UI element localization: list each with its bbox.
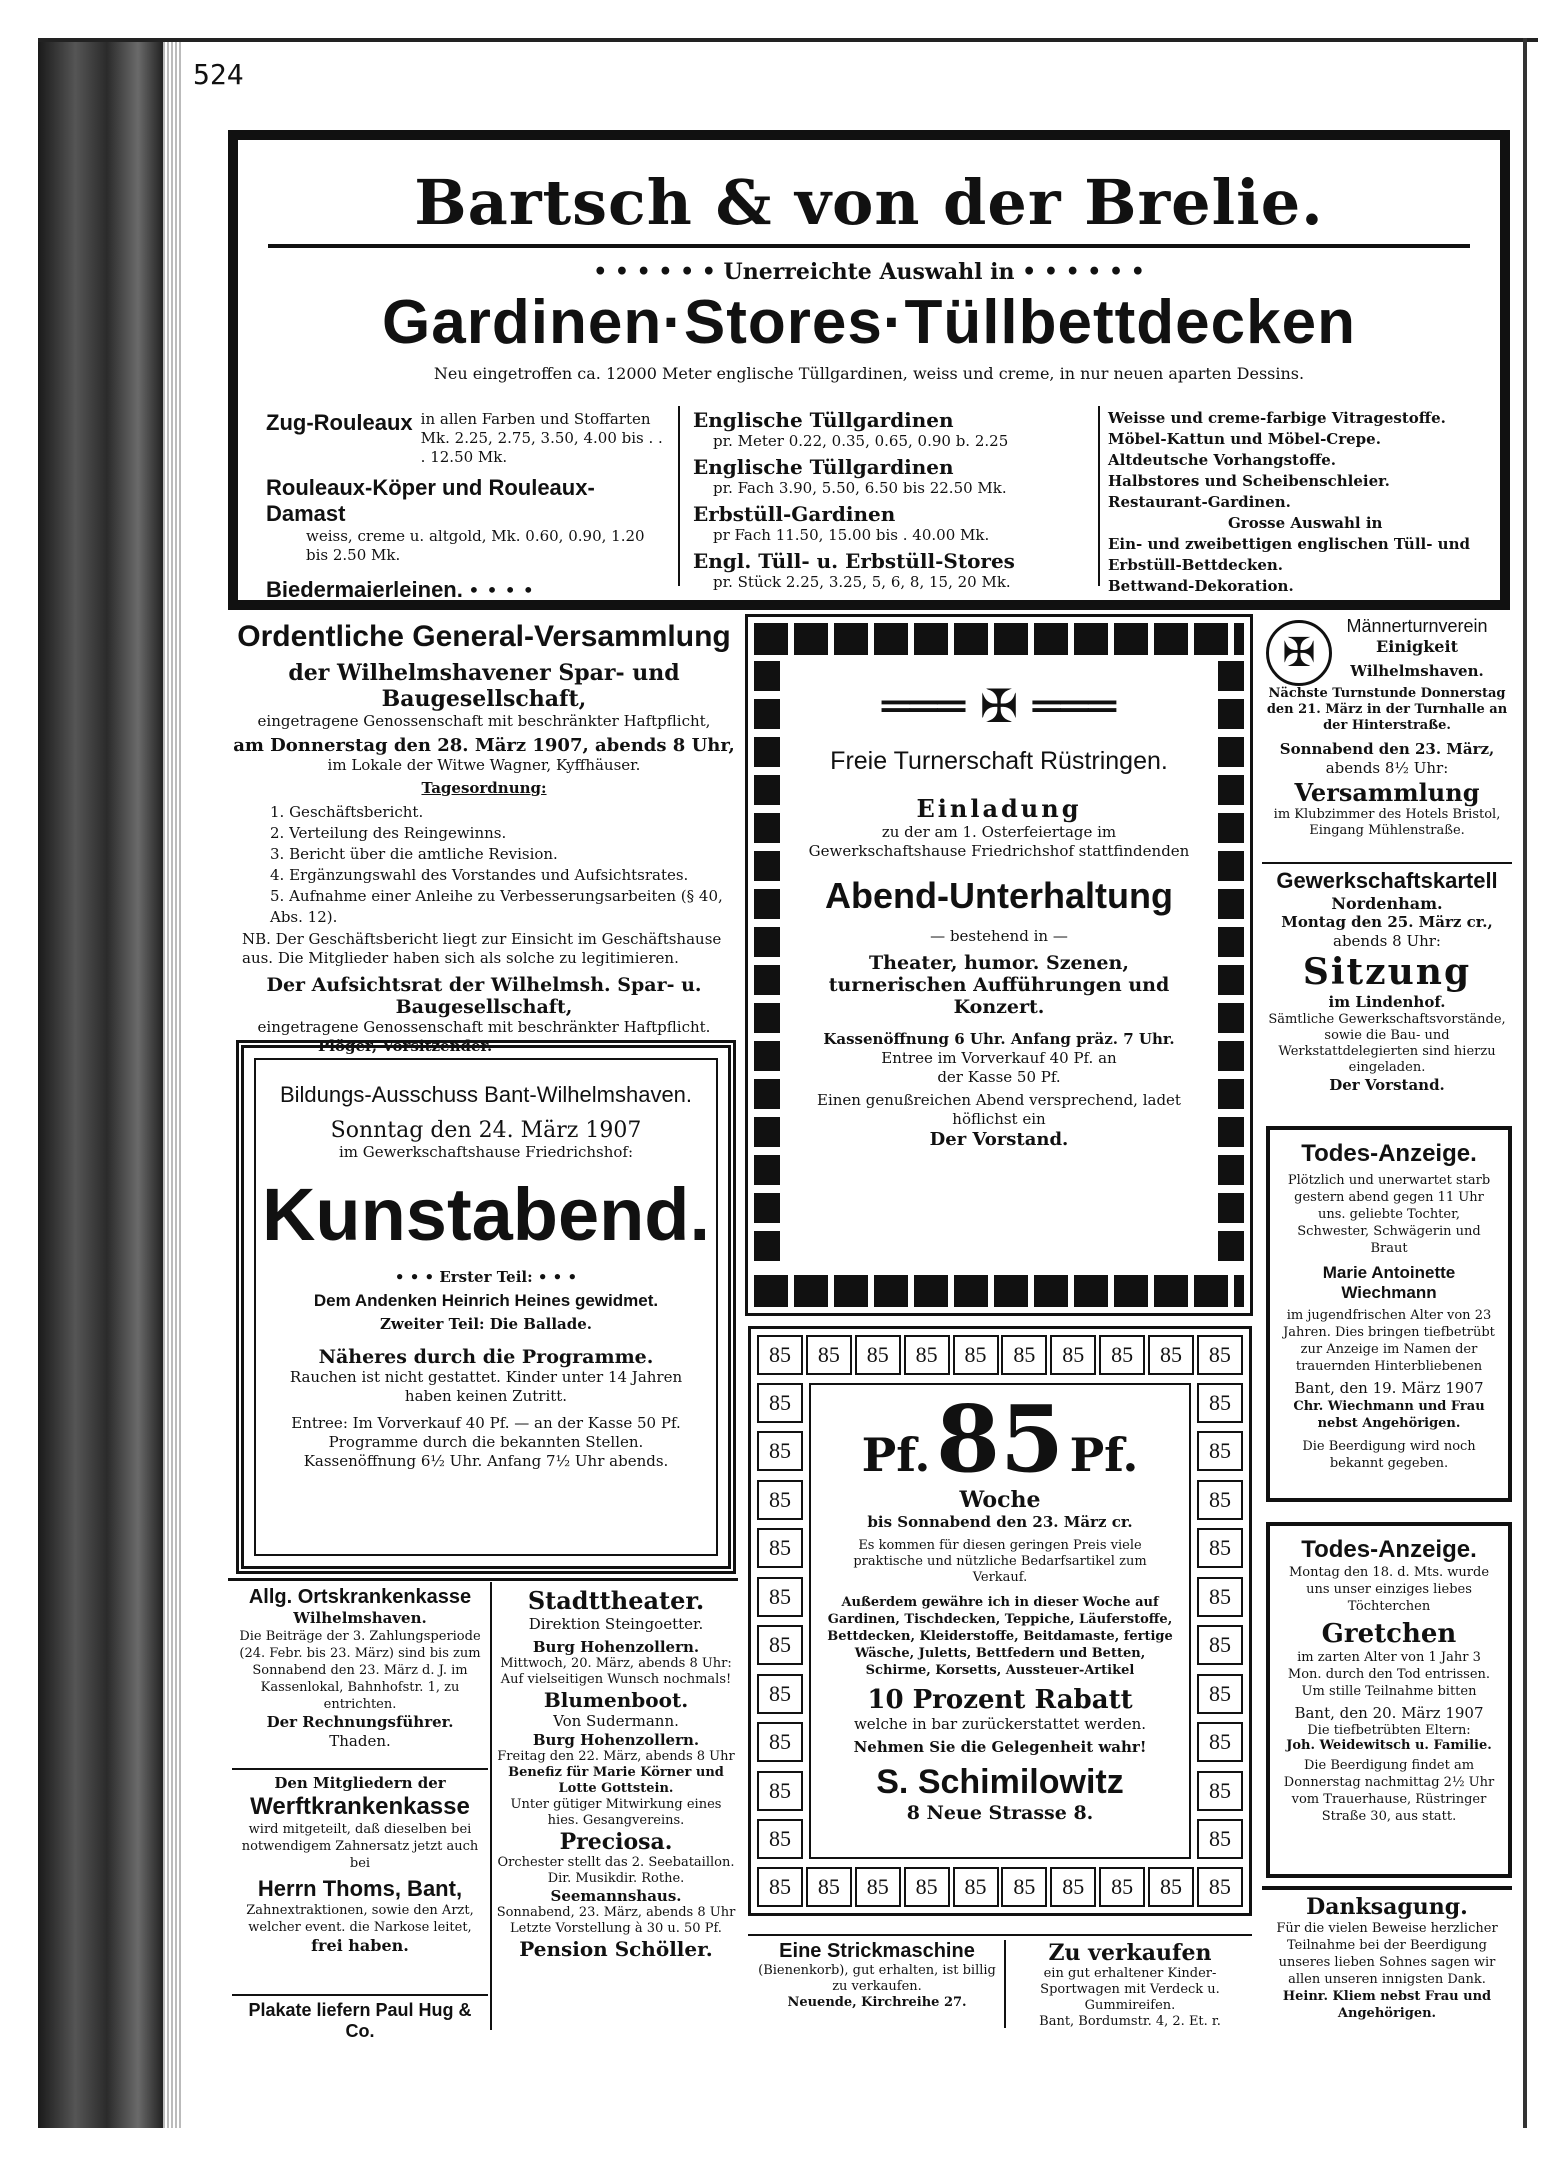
werft-title: Werftkrankenkasse [250,1793,470,1820]
page-number: 524 [193,58,244,91]
werft-ad [232,1774,488,1990]
orts-text: Die Beiträge der 3. Zahlungsperiode (24. Febr. bis 23. März) sind bis zum Sonnabend den 23. März d. J. im Kassenlokal, Bahnhofstr. 1, zu entrichten. [239,1629,481,1712]
pf85-cell: 85 [757,1383,803,1423]
orts-city: Wilhelmshaven. [293,1609,427,1627]
pf85-content [809,1383,1191,1859]
pf85-cell: 85 [757,1625,803,1665]
turner-frame-top [754,623,1244,655]
turner-content [788,661,1210,1269]
maenner-date: Sonnabend den 23. März, [1279,740,1495,758]
pf85-cell: 85 [1099,1867,1145,1907]
pf85-cell: 85 [1197,1480,1243,1520]
stadt-s2: Blumenboot. [543,1688,689,1712]
verk-title: Zu verkaufen [1048,1940,1212,1966]
turner-frame-left [754,661,780,1269]
pf85-cell: 85 [757,1528,803,1568]
bartsch-right-item: Altdeutsche Vorhangstoffe. [1108,451,1337,469]
pf85-headline: Pf. 85 Pf. [861,1385,1139,1493]
agenda-item: 4. Ergänzungswahl des Vorstandes und Aufsichtsrates. [270,866,689,884]
turner-invite: Einladung [916,794,1082,823]
pf85-addr: 8 Neue Strasse 8. [906,1802,1094,1824]
pf85-cell: 85 [953,1867,999,1907]
todes1-family: Chr. Wiechmann und Frau nebst Angehörigen. [1293,1399,1485,1431]
bildung-rules: Rauchen ist nicht gestattet. Kinder unter 14 Jahren haben keinen Zutritt. [289,1368,683,1405]
pf85-cell: 85 [855,1867,901,1907]
stadt-s5e: Letzte Vorstellung à 30 u. 50 Pf. [510,1921,722,1936]
orts-title: Allg. Ortskrankenkasse [248,1586,472,1608]
bartsch-mid-item: Engl. Tüll- u. Erbstüll-Stores pr. Stück 2.25, 3.25, 5, 6, 8, 15, 20 Mk. [693,549,1015,591]
pf85-cell: 85 [1099,1335,1145,1375]
pf85-disc-note: welche in bar zurückerstattet werden. [853,1715,1147,1733]
pf85-cell: 85 [757,1431,803,1471]
todes1-burial: Die Beerdigung wird noch bekannt gegeben. [1302,1439,1476,1471]
orts-sign: Der Rechnungsführer. [266,1713,454,1731]
todes1-name: Marie Antoinette Wiechmann [1322,1263,1456,1302]
pf85-cell: 85 [1197,1722,1243,1762]
maenner-time: abends 8½ Uhr: [1325,759,1449,777]
maenner-city: Wilhelmshaven. [1350,662,1484,680]
spar-where: im Lokale der Witwe Wagner, Kyffhäuser. [327,756,641,774]
dank-text: Für die vielen Beweise herzlicher Teilnahme bei der Beerdigung unseres lieben Sohnes sagen wir allen unseren innigsten Dank. [1276,1921,1498,1987]
bartsch-mid-item: Erbstüll-Gardinen pr Fach 11.50, 15.00 bis . 40.00 Mk. [693,502,990,544]
todes2-name: Gretchen [1321,1619,1457,1649]
orts-name: Thaden. [329,1732,391,1750]
stadt-s1d: Mittwoch, 20. März, abends 8 Uhr: Auf vielseitigen Wunsch nochmals! [500,1656,732,1687]
turner-sign: Der Vorstand. [929,1129,1069,1150]
pf85-cell: 85 [757,1722,803,1762]
bildung-part2: Zweiter Teil: Die Ballade. [379,1315,593,1333]
turner-ad [745,614,1253,1316]
bartsch-right-item: Halbstores und Scheibenschleier. [1108,472,1390,490]
bildung-part1-text: Dem Andenken Heinrich Heines gewidmet. [313,1291,659,1310]
stadt-s1: Burg Hohenzollern. [532,1638,700,1656]
todes2-place: Bant, den 20. März 1907 [1294,1704,1484,1722]
stadt-s6: Pension Schöller. [519,1937,713,1961]
bartsch-left-item: Zug-Rouleaux in allen Farben und Stoffarten Mk. 2.25, 2.75, 3.50, 4.00 bis . . . 12.50 Mk. [266,410,663,466]
spar-agenda [228,802,740,928]
pf85-cell: 85 [1197,1867,1243,1907]
bartsch-right-item: Restaurant-Gardinen. [1108,493,1291,511]
pf85-cell: 85 [757,1335,803,1375]
werft-text2: Zahnextraktionen, sowie den Arzt, welcher event. die Narkose leitet, [246,1903,474,1935]
bildung-entry: Entree: Im Vorverkauf 40 Pf. — an der Kasse 50 Pf. Programme durch die bekannten Stellen. [291,1414,681,1451]
pf85-cell: 85 [1001,1335,1047,1375]
maenner-loc: im Klubzimmer des Hotels Bristol, Eingang Mühlenstraße. [1273,807,1501,838]
pf85-cell: 85 [1050,1867,1096,1907]
gewerk-sitzung: Sitzung [1302,951,1472,993]
stadt-s3c: Unter gütiger Mitwirkung eines hies. Gesangvereins. [510,1797,722,1828]
verk-addr: Bant, Bordumstr. 4, 2. Et. r. [1039,2014,1221,2029]
bartsch-left-item: Biedermaierleinen. • • • • [266,577,535,602]
bartsch-mid-item: Englische Tüllgardinen pr. Meter 0.22, 0.35, 0.65, 0.90 b. 2.25 [693,408,1009,450]
verk-text: ein gut erhaltener Kinder-Sportwagen mit Verdeck u. Gummireifen. [1040,1966,1220,2013]
bildung-part1: • • • Erster Teil: • • • [394,1268,578,1286]
pf85-cell: 85 [1001,1867,1047,1907]
bartsch-right-item: Grosse Auswahl in [1228,514,1383,532]
stadt-s3b: Benefiz für Marie Körner und Lotte Gottstein. [508,1765,724,1796]
spar-ad [228,614,740,1055]
todes2-parents: Joh. Weidewitsch u. Familie. [1286,1738,1492,1753]
bartsch-mid-column [693,408,1093,592]
turner-title: Freie Turnerschaft Rüstringen. [830,747,1168,775]
bartsch-ad [228,130,1510,610]
gewerk-city: Nordenham. [1331,894,1443,913]
turner-emblem-icon: ═══ ✠ ═══ [882,679,1116,733]
bartsch-right-item: Bettwand-Dekoration. [1108,577,1294,595]
pf85-cell: 85 [953,1335,999,1375]
bildung-head: Bildungs-Ausschuss Bant-Wilhelmshaven. [279,1082,693,1107]
pf85-cell: 85 [1050,1335,1096,1375]
todes2-title: Todes-Anzeige. [1301,1536,1477,1563]
gewerk-date: Montag den 25. März cr., [1281,913,1493,931]
todes2-ad [1266,1522,1512,1878]
strick-title: Eine Strickmaschine [779,1940,975,1962]
werft-name: Herrn Thoms, Bant, [257,1876,463,1901]
dank-ad [1262,1894,1512,2034]
bildung-title: Kunstabend. [261,1173,711,1256]
stadt-s5d: Sonnabend, 23. März, abends 8 Uhr [496,1905,736,1920]
pf85-cell: 85 [1197,1625,1243,1665]
pf85-cell: 85 [1148,1335,1194,1375]
pf85-desc2: Außerdem gewähre ich in dieser Woche auf Gardinen, Tischdecken, Teppiche, Läuferstoffe, Bettdecken, Kleiderstoffe, Beitdamaste, fertige Wäsche, Juletts, Bettfedern und Betten, Schirme, Korsetts, Aussteuer-Artikel [827,1595,1173,1678]
pf85-cell: 85 [757,1480,803,1520]
gewerk-sign: Der Vorstand. [1329,1076,1445,1094]
pf85-top-row [757,1335,1243,1375]
bildung-ad [236,1040,736,1574]
stadt-ad [494,1586,738,2032]
bildung-date: Sonntag den 24. März 1907 [330,1118,642,1143]
dank-title: Danksagung. [1306,1894,1468,1920]
pf85-cell: 85 [1197,1431,1243,1471]
spar-when: am Donnerstag den 28. März 1907, abends 8 Uhr, [233,735,735,756]
verk-ad [1008,1940,1252,2030]
pf85-right-col [1197,1383,1243,1859]
werft-intro: Den Mitgliedern der [274,1774,446,1792]
turner-closing: Einen genußreichen Abend versprechend, ladet höflichst ein [817,1091,1181,1128]
pf85-name: S. Schimilowitz [876,1763,1124,1801]
todes1-text2: im jugendfrischen Alter von 23 Jahren. Dies bringen tiefbetrübt zur Anzeige im Namen der trauernden Hinterbliebenen [1283,1308,1495,1374]
stadt-s3: Burg Hohenzollern. [532,1731,700,1749]
pf85-cell: 85 [1197,1383,1243,1423]
bartsch-new-arrival: Neu eingetroffen ca. 12000 Meter englische Tüllgardinen, weiss und creme, in nur neuen aparten Dessins. [433,364,1305,383]
pf85-cell: 85 [1197,1771,1243,1811]
pf85-left-col [757,1383,803,1859]
turner-frame-bottom [754,1275,1244,1307]
pf85-cta: Nehmen Sie die Gelegenheit wahr! [853,1738,1147,1756]
pf85-cell: 85 [757,1867,803,1907]
maenner-meeting: Versammlung [1294,778,1480,807]
gewerk-ad [1262,868,1512,1116]
pf85-discount: 10 Prozent Rabatt [867,1685,1133,1715]
pf85-cell: 85 [806,1867,852,1907]
maenner-emblem-icon: ✠ [1266,620,1332,686]
pf85-cell: 85 [757,1819,803,1859]
todes1-text1: Plötzlich und unerwartet starb gestern abend gegen 11 Uhr uns. geliebte Tochter, Schwester, Schwägerin und Braut [1287,1173,1491,1256]
maenner-name: Einigkeit [1376,637,1458,656]
agenda-item: 5. Aufnahme einer Anleihe zu Verbesserungsarbeiten (§ 40, Abs. 12). [270,887,723,926]
strick-text: (Bienenkorb), gut erhalten, ist billig zu verkaufen. [758,1963,996,1994]
pf85-cell: 85 [806,1335,852,1375]
agenda-item: 3. Bericht über die amtliche Revision. [270,845,558,863]
pf85-until: bis Sonnabend den 23. März cr. [867,1513,1133,1531]
bartsch-headline: Gardinen·Stores·Tüllbettdecken [382,288,1356,357]
todes2-burial: Die Beerdigung findet am Donnerstag nachmittag 2½ Uhr vom Trauerhause, Rüstringer Straße 30, aus statt. [1283,1758,1495,1824]
werft-text: wird mitgeteilt, daß dieselben bei notwendigem Zahnersatz jetzt auch bei [241,1822,479,1871]
page-top-edge [38,38,1538,42]
bartsch-right-column [1108,408,1488,597]
stadt-s2d: Von Sudermann. [553,1712,679,1730]
bartsch-right-item: Ein- und zweibettigen englischen Tüll- und Erbstüll-Bettdecken. [1108,535,1470,574]
pf85-cell: 85 [1148,1867,1194,1907]
dank-sign: Heinr. Kliem nebst Frau und Angehörigen. [1282,1989,1492,2021]
bartsch-left-item: Rouleaux-Köper und Rouleaux-Damast weiss, creme u. altgold, Mk. 0.60, 0.90, 1.20 bis 2.50 Mk. [266,475,645,564]
bartsch-title: Bartsch & von der Brelie. [414,166,1324,239]
page-right-edge [1523,38,1527,2128]
spar-nb: NB. Der Geschäftsbericht liegt zur Einsicht im Geschäftshause aus. Die Mitglieder haben sich als solche zu legitimieren. [242,930,722,967]
bildung-loc: im Gewerkschaftshause Friedrichshof: [338,1143,634,1161]
bartsch-left-column [266,410,666,603]
spar-sign-sub: eingetragene Genossenschaft mit beschränkter Haftpflicht. [257,1018,711,1036]
maenner-text: Nächste Turnstunde Donnerstag den 21. März in der Turnhalle an der Hinterstraße. [1266,686,1508,733]
spar-title: Ordentliche General-Versammlung [237,620,731,653]
maenner-title: Männerturnverein [1346,616,1488,636]
turner-entry: Entree im Vorverkauf 40 Pf. an der Kasse 50 Pf. [881,1049,1117,1086]
stadt-title: Stadttheater. [527,1586,705,1615]
strick-ad [752,1940,1002,2030]
book-spine [38,38,163,2128]
stadt-s3d: Freitag den 22. März, abends 8 Uhr [497,1749,735,1764]
pf85-cell: 85 [1197,1674,1243,1714]
pf85-cell: 85 [757,1771,803,1811]
todes2-text1: Montag den 18. d. Mts. wurde uns unser einziges liebes Töchterchen [1288,1565,1490,1614]
maenner-ad [1262,610,1512,858]
bildung-prog: Näheres durch die Programme. [318,1346,654,1368]
turner-event: Abend-Unterhaltung [825,875,1173,916]
bartsch-right-item: Möbel-Kattun und Möbel-Crepe. [1108,430,1381,448]
bartsch-mid-item: Englische Tüllgardinen pr. Fach 3.90, 5.50, 6.50 bis 22.50 Mk. [693,455,1007,497]
stadt-s4d: Orchester stellt das 2. Seebataillon. Dir. Musikdir. Rothe. [497,1855,735,1886]
todes1-place: Bant, den 19. März 1907 [1294,1379,1484,1397]
turner-consist: — bestehend in — [930,927,1068,945]
pf85-cell: 85 [1197,1577,1243,1617]
spar-org: der Wilhelmshavener Spar- und Baugesellschaft, [288,660,680,712]
turner-intro: zu der am 1. Osterfeiertage im Gewerkschaftshause Friedrichshof stattfindenden [808,823,1190,860]
turner-times: Kassenöffnung 6 Uhr. Anfang präz. 7 Uhr. [823,1030,1175,1048]
pf85-cell: 85 [855,1335,901,1375]
pf85-cell: 85 [1197,1528,1243,1568]
bartsch-right-item: Weisse und creme-farbige Vitragestoffe. [1108,409,1446,427]
spar-sign: Der Aufsichtsrat der Wilhelmsh. Spar- u. Baugesellschaft, [266,974,702,1018]
turner-frame-right [1218,661,1244,1269]
pf85-cell: 85 [757,1577,803,1617]
pf85-cell: 85 [904,1867,950,1907]
bartsch-tagline: • • • • • • Unerreichte Auswahl in • • • • • • [593,259,1145,285]
strick-addr: Neuende, Kirchreihe 27. [787,1995,967,2010]
gewerk-title: Gewerkschaftskartell [1276,868,1498,893]
todes2-parents-intro: Die tiefbetrübten Eltern: [1307,1723,1471,1738]
gewerk-time: abends 8 Uhr: [1333,932,1441,950]
pf85-week: Woche [959,1487,1041,1513]
pf85-cell: 85 [1197,1335,1243,1375]
stadt-s4: Preciosa. [559,1829,673,1855]
spar-sub: eingetragene Genossenschaft mit beschränkter Haftpflicht, [257,712,711,730]
bildung-times: Kassenöffnung 6½ Uhr. Anfang 7½ Uhr abends. [303,1452,669,1470]
stadt-s5: Seemannshaus. [550,1887,682,1905]
pf85-ad [748,1326,1252,1916]
agenda-item: 2. Verteilung des Reingewinns. [270,824,507,842]
todes2-text2: im zarten Alter von 1 Jahr 3 Mon. durch den Tod entrissen. Um stille Teilnahme bitten [1287,1650,1491,1699]
page-edges [163,38,181,2128]
pf85-cell: 85 [1197,1819,1243,1859]
pf85-cell: 85 [757,1674,803,1714]
stadt-dir: Direktion Steingoetter. [528,1615,704,1633]
plakate-ad: Plakate liefern Paul Hug & Co. [248,2000,472,2041]
pf85-cell: 85 [904,1335,950,1375]
gewerk-loc: im Lindenhof. [1328,993,1446,1011]
gewerk-text: Sämtliche Gewerkschaftsvorstände, sowie die Bau- und Werkstattdelegierten sind hierzu eingeladen. [1268,1012,1506,1075]
turner-program: Theater, humor. Szenen, turnerischen Aufführungen und Konzert. [828,952,1170,1018]
pf85-bottom-row [757,1867,1243,1907]
spar-agenda-head: Tagesordnung: [421,779,547,797]
todes1-ad [1266,1126,1512,1502]
agenda-item: 1. Geschäftsbericht. [270,803,424,821]
todes1-title: Todes-Anzeige. [1301,1140,1477,1167]
pf85-desc1: Es kommen für diesen geringen Preis viele praktische und nützliche Bedarfsartikel zum Verkauf. [853,1538,1147,1585]
orts-ad [232,1586,488,1766]
spar-chair: Plöger, Vorsitzender. [318,1037,493,1055]
werft-free: frei haben. [311,1936,409,1955]
